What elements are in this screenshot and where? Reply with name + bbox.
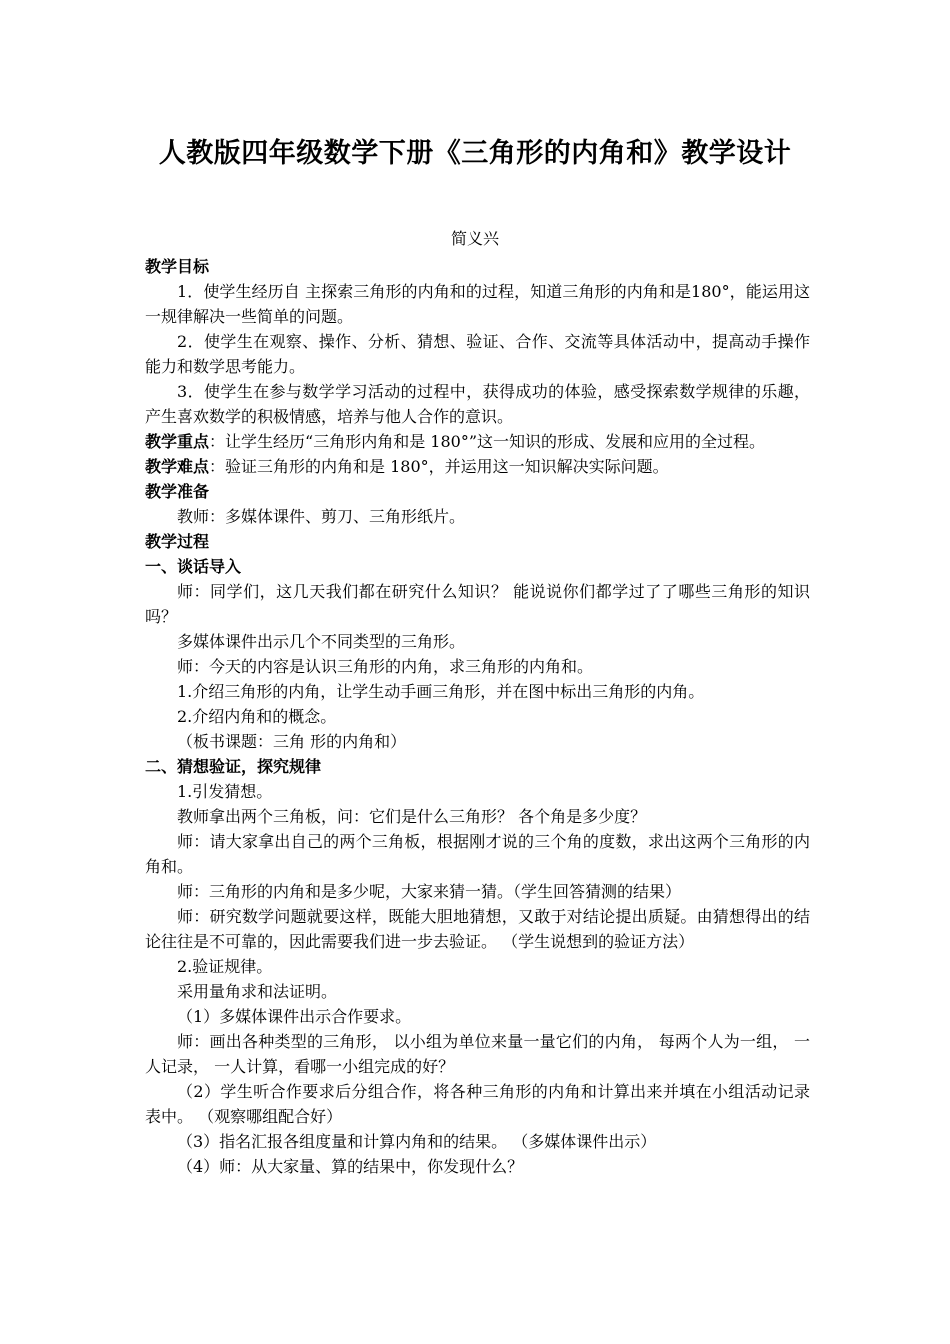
body-paragraph: 师：三角形的内角和是多少呢，大家来猜一猜。（学生回答猜测的结果） [177,882,682,901]
section-heading: 二、猜想验证，探究规律 [145,757,322,776]
body-paragraph: （2）学生听合作要求后分组合作，将各种三角形的内角和计算出来并填在小组活动记录表中。 （观察哪组配合好） [145,1082,810,1126]
document-author: 简义兴 [450,229,499,248]
document-title: 人教版四年级数学下册《三角形的内角和》教学设计 [158,138,792,169]
body-paragraph: 1．使学生经历自 主探索三角形的内角和的过程，知道三角形的内角和是180°，能运用这一规律解决一些简单的问题。 [145,282,810,326]
body-paragraph: 2．使学生在观察、操作、分析、猜想、验证、合作、交流等具体活动中，提高动手操作能力和数学思考能力。 [145,332,810,376]
body-paragraph: （1）多媒体课件出示合作要求。 [177,1007,412,1026]
labeled-paragraph [145,454,810,479]
body-paragraph: 2.验证规律。 [177,957,273,976]
document-body [145,254,810,1179]
body-paragraph: （4）师：从大家量、算的结果中，你发现什么？ [177,1157,524,1176]
body-paragraph: 采用量角求和法证明。 [177,982,338,1001]
body-paragraph: 多媒体课件出示几个不同类型的三角形。 [177,632,466,651]
paragraph-text: ：验证三角形的内角和是 180°，并运用这一知识解决实际问题。 [209,457,669,476]
body-paragraph: 1.引发猜想。 [177,782,273,801]
body-paragraph: 师：画出各种类型的三角形， 以小组为单位来量一量它们的内角， 每两个人为一组， 一人记录， 一人计算，看哪一小组完成的好？ [145,1032,810,1076]
body-paragraph: （3）指名汇报各组度量和计算内角和的结果。 （多媒体课件出示） [177,1132,657,1151]
section-heading: 教学目标 [145,257,210,276]
body-paragraph: 3．使学生在参与数学学习活动的过程中，获得成功的体验，感受探索数学规律的乐趣，产生喜欢数学的积极情感，培养与他人合作的意识。 [145,382,810,426]
body-paragraph: 教师拿出两个三角板，问：它们是什么三角形？ 各个角是多少度？ [177,807,647,826]
body-paragraph: 教师：多媒体课件、剪刀、三角形纸片。 [177,507,466,526]
section-heading: 一、谈话导入 [145,557,242,576]
paragraph-text: ：让学生经历“三角形内角和是 180°”这一知识的形成、发展和应用的全过程。 [209,432,766,451]
section-heading: 教学准备 [145,482,210,501]
labeled-paragraph [145,429,810,454]
body-paragraph: 1.介绍三角形的内角，让学生动手画三角形，并在图中标出三角形的内角。 [177,682,705,701]
paragraph-label: 教学重点 [145,432,210,451]
section-heading: 教学过程 [145,532,210,551]
body-paragraph: 师：今天的内容是认识三角形的内角，求三角形的内角和。 [177,657,594,676]
body-paragraph: 师：请大家拿出自己的两个三角板，根据刚才说的三个角的度数，求出这两个三角形的内角和。 [145,832,810,876]
body-paragraph: 师：同学们，这几天我们都在研究什么知识？ 能说说你们都学过了了哪些三角形的知识吗？ [145,582,810,626]
body-paragraph: （板书课题：三角 形的内角和） [177,732,407,751]
paragraph-label: 教学难点 [145,457,210,476]
body-paragraph: 师：研究数学问题就要这样，既能大胆地猜想，又敢于对结论提出质疑。由猜想得出的结论往往是不可靠的，因此需要我们进一步去验证。 （学生说想到的验证方法） [145,907,810,951]
body-paragraph: 2.介绍内角和的概念。 [177,707,337,726]
